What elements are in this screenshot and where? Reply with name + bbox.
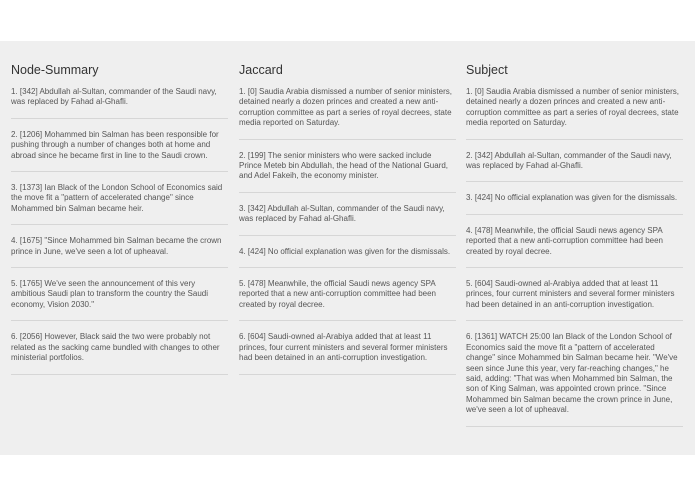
sentence-item: 5. [1765] We've seen the announcement of this very ambitious Saudi plan to transform the country the Saudi economy, Vision 2030." <box>11 279 228 321</box>
sentence-item: 5. [478] Meanwhile, the official Saudi news agency SPA reported that a new anti-corruption committee had been created by royal decree. <box>239 279 456 321</box>
sentence-list <box>239 87 456 386</box>
column-title: Jaccard <box>239 63 283 77</box>
summary-comparison-panel <box>0 41 695 455</box>
sentence-item: 6. [2056] However, Black said the two were probably not related as the sacking came bundled with changes to other ministerial portfolios. <box>11 332 228 374</box>
column-title: Node-Summary <box>11 63 99 77</box>
sentence-item: 5. [604] Saudi-owned al-Arabiya added that at least 11 princes, four current ministers and several former ministers had been detained in an anti-corruption investigation. <box>466 279 683 321</box>
sentence-item: 3. [424] No official explanation was given for the dismissals. <box>466 193 683 214</box>
sentence-item: 3. [342] Abdullah al-Sultan, commander of the Saudi navy, was replaced by Fahad al-Ghafli. <box>239 204 456 236</box>
column-title: Subject <box>466 63 508 77</box>
sentence-item: 2. [1206] Mohammed bin Salman has been responsible for pushing through a number of changes both at home and abroad since he became first in line to the Saudi crown. <box>11 130 228 172</box>
sentence-item: 1. [342] Abdullah al-Sultan, commander of the Saudi navy, was replaced by Fahad al-Ghafli. <box>11 87 228 119</box>
sentence-item: 6. [1361] WATCH 25:00 Ian Black of the London School of Economics said the move fit a "pattern of accelerated change" since Mohammed bin Salman became heir. "We've seen since June this year, very far-reaching changes," he said, adding: "That was when Mohammed bin Salman, the son of King Salman, was appointed crown prince. "Since Mohammed bin Salman became the crown prince in June, we've seen a lot of upheaval. <box>466 332 683 426</box>
sentence-item: 2. [342] Abdullah al-Sultan, commander of the Saudi navy, was replaced by Fahad al-Ghafli. <box>466 151 683 183</box>
sentence-list <box>11 87 228 386</box>
sentence-item: 3. [1373] Ian Black of the London School of Economics said the move fit a "pattern of accelerated change" since Mohammed bin Salman became heir. <box>11 183 228 225</box>
sentence-item: 4. [1675] "Since Mohammed bin Salman became the crown prince in June, we've seen a lot of upheaval. <box>11 236 228 268</box>
sentence-item: 6. [604] Saudi-owned al-Arabiya added that at least 11 princes, four current ministers and several former ministers had been detained in an anti-corruption investigation. <box>239 332 456 374</box>
sentence-item: 4. [478] Meanwhile, the official Saudi news agency SPA reported that a new anti-corruption committee had been created by royal decree. <box>466 226 683 268</box>
sentence-item: 1. [0] Saudia Arabia dismissed a number of senior ministers, detained nearly a dozen princes and created a new anti-corruption committee as part a series of royal decrees, state media reported on Saturday. <box>239 87 456 140</box>
sentence-list <box>466 87 683 438</box>
sentence-item: 2. [199] The senior ministers who were sacked include Prince Meteb bin Abdullah, the head of the National Guard, and Adel Fakeih, the economy minister. <box>239 151 456 193</box>
sentence-item: 4. [424] No official explanation was given for the dismissals. <box>239 247 456 268</box>
sentence-item: 1. [0] Saudia Arabia dismissed a number of senior ministers, detained nearly a dozen princes and created a new anti-corruption committee as part a series of royal decrees, state media reported on Saturday. <box>466 87 683 140</box>
